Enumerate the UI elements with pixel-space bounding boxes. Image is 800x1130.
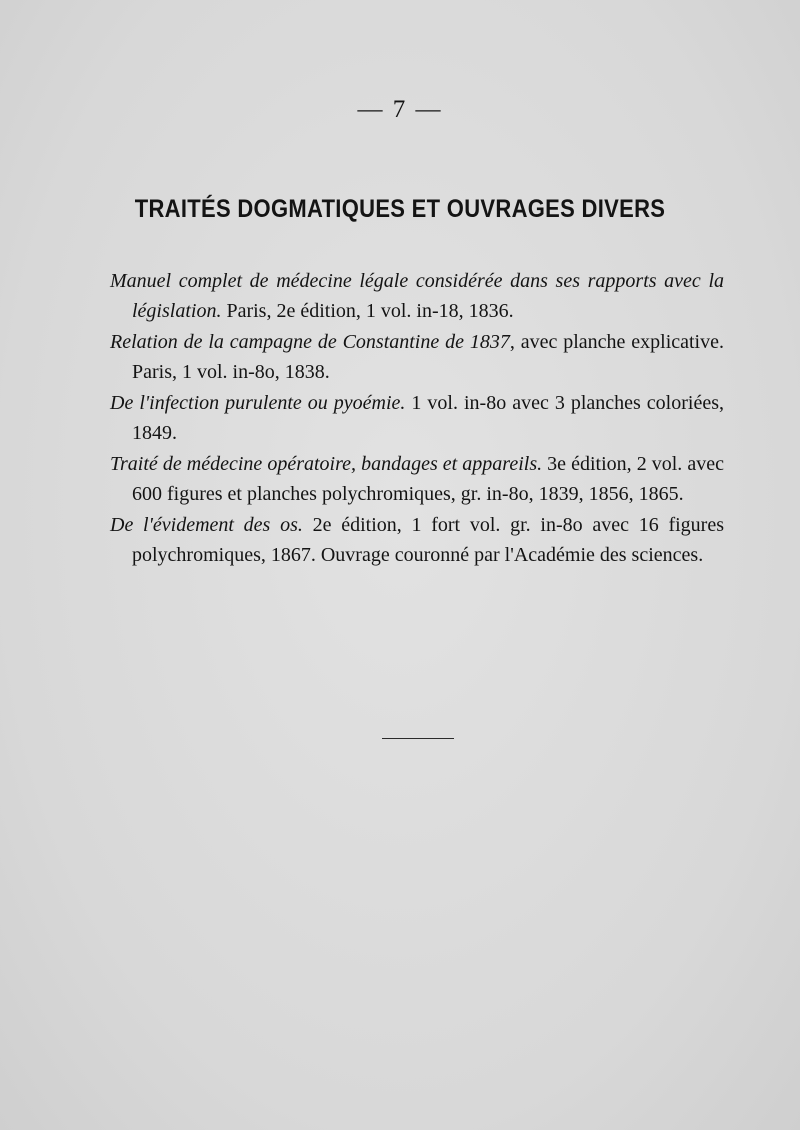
bibliography-entry	[110, 510, 724, 570]
entry-details: 3e édition, 2 vol. avec 600 figures et planches polychromiques, gr. in-8o, 1839, 1856, 1865.	[132, 453, 724, 505]
entry-details: Paris, 2e édition, 1 vol. in-18, 1836.	[221, 300, 514, 322]
entry-details: 2e édition, 1 fort vol. gr. in-8o avec 16 figures polychromiques, 1867. Ouvrage couronné par l'Académie des sciences.	[132, 514, 724, 566]
bibliography-entry	[110, 388, 724, 448]
entry-title: De l'infection purulente ou pyoémie.	[110, 392, 406, 414]
entry-title: Relation de la campagne de Constantine de 1837	[110, 331, 510, 353]
section-heading: TRAITÉS DOGMATIQUES ET OUVRAGES DIVERS	[134, 194, 666, 223]
bibliography-entry	[110, 327, 724, 387]
entry-details: , avec planche explicative. Paris, 1 vol. in-8o, 1838.	[132, 331, 724, 383]
page-number: — 7 —	[357, 96, 443, 123]
entry-title: Traité de médecine opératoire, bandages et appareils.	[110, 453, 543, 475]
bibliography-entry	[110, 266, 724, 326]
closing-rule	[382, 738, 454, 739]
entry-title: Manuel complet de médecine légale considérée dans ses rapports avec la législation.	[110, 270, 724, 322]
entry-title: De l'évidement des os.	[110, 514, 303, 536]
bibliography-entry	[110, 449, 724, 509]
entry-details: 1 vol. in-8o avec 3 planches coloriées, 1849.	[132, 392, 724, 444]
bibliography-list	[110, 266, 724, 571]
